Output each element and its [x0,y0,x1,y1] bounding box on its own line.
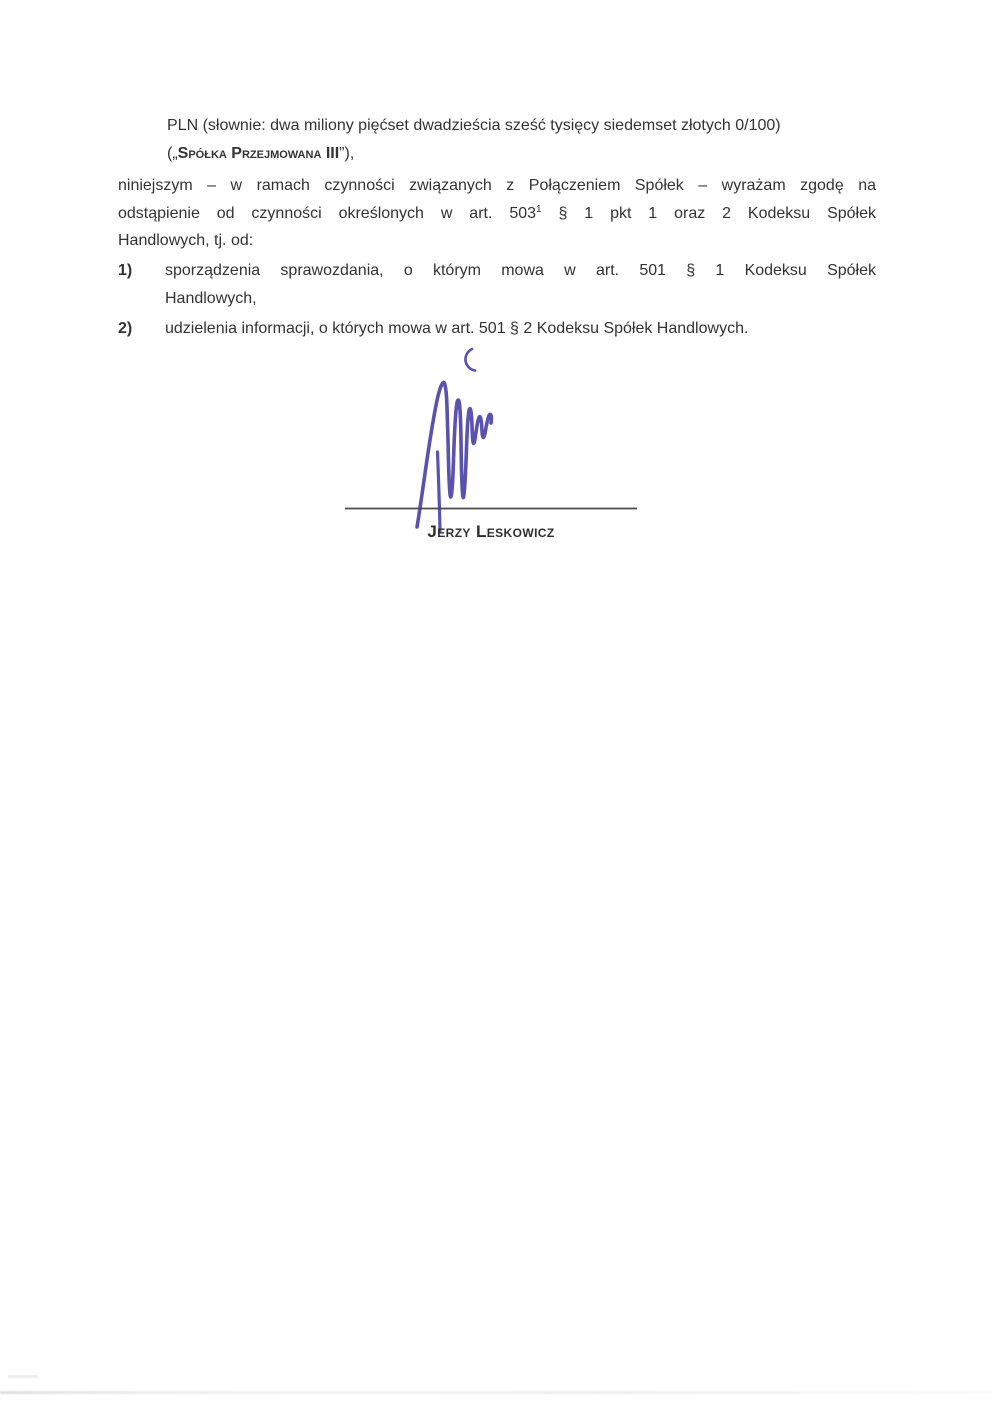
list-item-1 [165,257,876,312]
list-number-2: 2) [118,320,133,337]
scan-artifact [8,1375,38,1378]
list-item-1-line-1: sporządzenia sprawozdania, o którym mowa w art. 501 § 1 Kodeksu Spółek [165,262,876,279]
consent-line-2: odstąpienie od czynności określonych w art. 503$^1$ § 1 pkt 1 oraz 2 Kodeksu Spółek [118,203,876,222]
signature-ink-flourish [465,349,475,371]
list-item-1-line-2: Handlowych, [165,289,257,307]
consent-line-3: Handlowych, tj. od: [118,232,254,249]
signatory-name: Jerzy Leskowicz [427,522,555,541]
amount-line: PLN (słownie: dwa miliony pięćset dwadzieścia sześć tysięcy siedemset złotych 0/100) [167,117,781,134]
signature-area [340,340,650,540]
company-line: („Spółka Przejmowana III”), [167,144,355,162]
signature-ink-descender [438,452,441,531]
signature-ink-main [417,382,491,527]
consent-paragraph [118,172,876,255]
list-item-2 [165,315,876,343]
footnote-superscript: 1 [536,203,542,215]
consent-line-1: niniejszym – w ramach czynności związanych z Połączeniem Spółek – wyrażam zgodę na [118,177,876,194]
scan-artifact [0,1391,992,1394]
list-item-2-line-1: udzielenia informacji, o których mowa w art. 501 § 2 Kodeksu Spółek Handlowych. [165,320,749,337]
amount-paragraph [167,112,876,167]
list-number-1: 1) [118,262,133,279]
company-name: Spółka Przejmowana III [177,144,340,162]
